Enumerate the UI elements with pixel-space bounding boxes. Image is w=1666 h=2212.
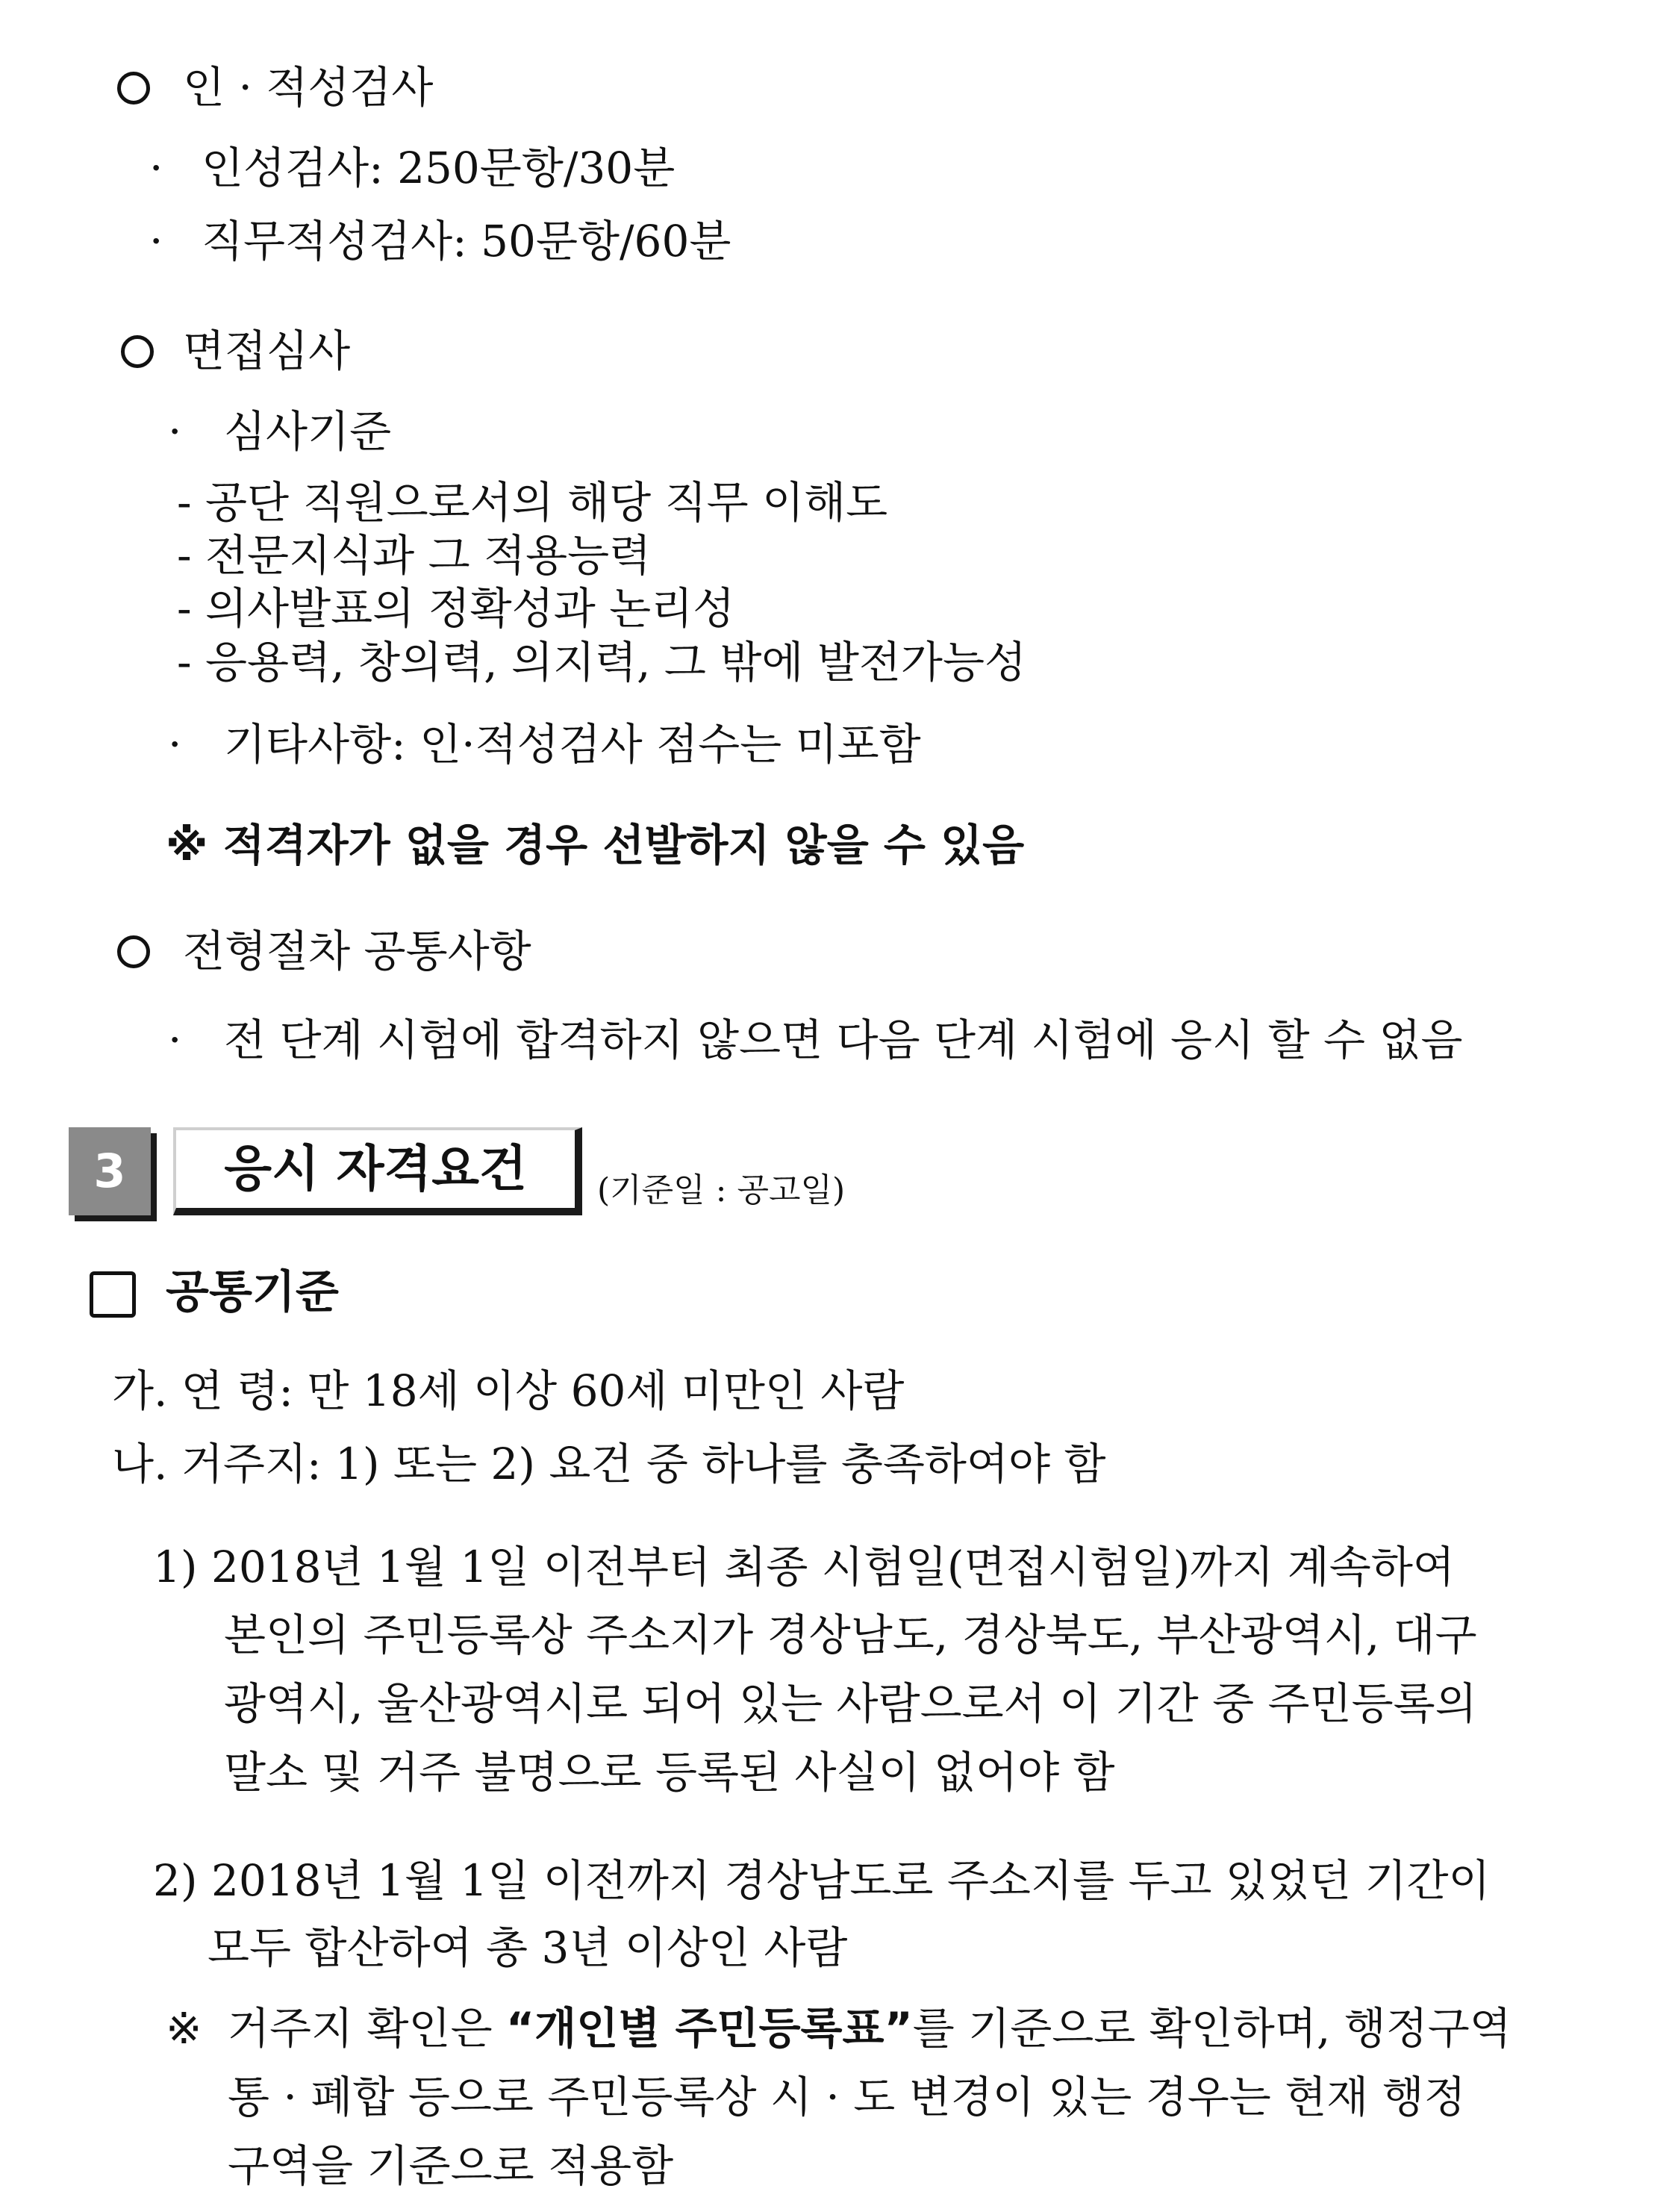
residence-note-line (228, 2001, 1511, 2056)
interview-heading: 면접심사 (183, 325, 351, 376)
note-emphasis: “개인별 주민등록표” (506, 2003, 913, 2054)
aptitude-bullet: · (149, 216, 163, 267)
other-bullet: · (168, 719, 182, 770)
section-title: 응시 자격요건 (173, 1127, 582, 1215)
criteria-label: 심사기준 (224, 406, 392, 457)
note-mark: ※ (166, 2003, 202, 2054)
circle-bullet-icon (121, 335, 154, 368)
condition-1-line: 말소 및 거주 불명으로 등록된 사실이 없어야 함 (224, 1747, 1115, 1798)
residence-requirement: 나. 거주지: 1) 또는 2) 요건 중 하나를 충족하여야 함 (112, 1439, 1106, 1489)
condition-1-line: 1) 2018년 1월 1일 이전부터 최종 시험일(면접시험일)까지 계속하여 (153, 1542, 1455, 1592)
interview-warning: ※ 적격자가 없을 경우 선발하지 않을 수 있음 (166, 820, 1025, 870)
circle-bullet-icon (117, 935, 150, 968)
procedure-heading: 전형절차 공통사항 (183, 926, 531, 976)
section-basis-date: (기준일 : 공고일) (597, 1171, 846, 1209)
procedure-bullet: · (168, 1015, 182, 1065)
other-note: 기타사항: 인·적성검사 점수는 미포함 (224, 719, 921, 770)
condition-2-line: 모두 합산하여 총 3년 이상인 사람 (208, 1922, 848, 1973)
age-requirement: 가. 연 령: 만 18세 이상 60세 미만인 사람 (112, 1365, 905, 1416)
criteria-item: - 의사발표의 정확성과 논리성 (177, 583, 735, 634)
condition-1-line: 본인의 주민등록상 주소지가 경상남도, 경상북도, 부산광역시, 대구 (224, 1610, 1477, 1660)
note-text: 를 기준으로 확인하며, 행정구역 (912, 2003, 1511, 2054)
common-heading: 공통기준 (166, 1266, 339, 1318)
residence-note-line: 구역을 기준으로 적용함 (228, 2140, 674, 2191)
section-number: 3 (69, 1127, 151, 1215)
checkbox-square-icon (90, 1271, 136, 1318)
criteria-item: - 전문지식과 그 적용능력 (177, 530, 652, 581)
condition-2-line: 2) 2018년 1월 1일 이전까지 경상남도로 주소지를 두고 있었던 기간이 (153, 1855, 1491, 1906)
residence-note-line: 통 · 폐합 등으로 주민등록상 시 · 도 변경이 있는 경우는 현재 행정 (228, 2072, 1466, 2122)
criteria-item: - 응용력, 창의력, 의지력, 그 밖에 발전가능성 (177, 637, 1027, 688)
condition-1-line: 광역시, 울산광역시로 되어 있는 사람으로서 이 기간 중 주민등록의 (224, 1678, 1477, 1729)
criteria-item: - 공단 직원으로서의 해당 직무 이해도 (177, 477, 888, 528)
aptitude-item-personality: 인성검사: 250문항/30분 (202, 143, 676, 193)
note-text: 거주지 확인은 (228, 2003, 507, 2054)
aptitude-heading: 인 · 적성검사 (183, 62, 434, 113)
aptitude-item-job: 직무적성검사: 50문항/60분 (202, 216, 731, 267)
circle-bullet-icon (117, 72, 150, 105)
criteria-bullet: · (168, 406, 182, 457)
aptitude-bullet: · (149, 143, 163, 193)
procedure-item: 전 단계 시험에 합격하지 않으면 다음 단계 시험에 응시 할 수 없음 (224, 1015, 1463, 1065)
